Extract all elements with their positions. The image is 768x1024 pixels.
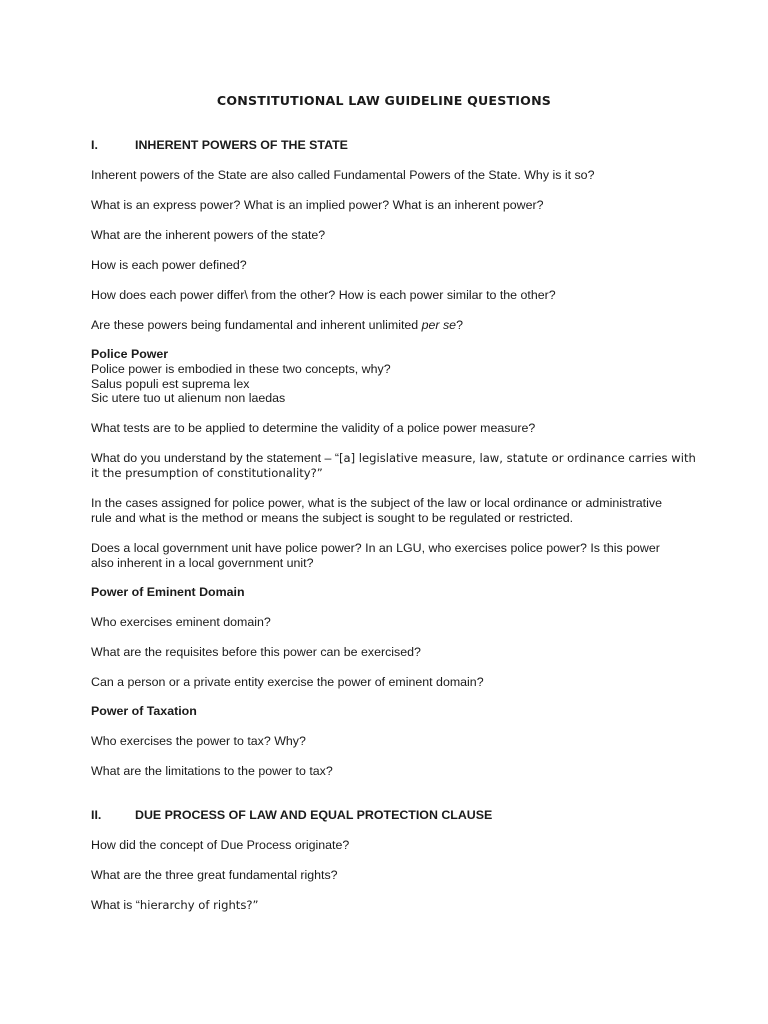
question-lgu-line-2: also inherent in a local government unit? xyxy=(91,556,314,570)
section-1-number: I. xyxy=(91,138,98,152)
question-tax-limitations: What are the limitations to the power to tax? xyxy=(91,764,333,778)
taxation-heading: Power of Taxation xyxy=(91,704,197,718)
per-se-italic: per se xyxy=(421,318,457,332)
question-mark: ? xyxy=(456,318,463,332)
question-presumption-quote-1: [a] legislative measure, law, statute or ordinance carries with xyxy=(338,451,696,465)
question-cases-line-2: rule and what is the method or means the subject is sought to be regulated or restricted. xyxy=(91,511,574,525)
police-power-maxim-2: Sic utere tuo ut alienum non laedas xyxy=(91,391,286,405)
question-inherent-powers-list: What are the inherent powers of the state? xyxy=(91,228,326,242)
question-eminent-private: Can a person or a private entity exercise the power of eminent domain? xyxy=(91,675,484,689)
section-2-heading xyxy=(91,808,492,823)
question-due-process-origin: How did the concept of Due Process originate? xyxy=(91,838,350,852)
question-eminent-requisites: What are the requisites before this power can be exercised? xyxy=(91,645,421,659)
question-unlimited-per-se xyxy=(91,318,463,333)
question-police-tests: What tests are to be applied to determine the validity of a police power measure? xyxy=(91,421,536,435)
question-presumption-line-1 xyxy=(91,451,696,466)
section-2-title: DUE PROCESS OF LAW AND EQUAL PROTECTION CLAUSE xyxy=(135,808,493,822)
question-express-implied-inherent: What is an express power? What is an implied power? What is an inherent power? xyxy=(91,198,544,212)
question-cases-line-1: In the cases assigned for police power, what is the subject of the law or local ordinance or administrative xyxy=(91,496,662,510)
section-1-title: INHERENT POWERS OF THE STATE xyxy=(135,138,348,152)
question-fundamental-powers: Inherent powers of the State are also called Fundamental Powers of the State. Why is it so? xyxy=(91,168,595,182)
question-power-defined: How is each power defined? xyxy=(91,258,247,272)
question-presumption-start: What do you understand by the statement – “ xyxy=(91,451,339,465)
question-eminent-who: Who exercises eminent domain? xyxy=(91,615,271,629)
section-2-number: II. xyxy=(91,808,102,822)
question-lgu-line-1: Does a local government unit have police power? In an LGU, who exercises police power? Is this power xyxy=(91,541,660,555)
section-1-heading xyxy=(91,138,348,153)
question-fundamental-rights: What are the three great fundamental rights? xyxy=(91,868,338,882)
police-power-concepts: Police power is embodied in these two concepts, why? xyxy=(91,362,391,376)
question-power-differ: How does each power differ\ from the other? How is each power similar to the other? xyxy=(91,288,556,302)
police-power-heading: Police Power xyxy=(91,347,169,361)
question-hierarchy-quote: hierarchy of rights?” xyxy=(139,898,259,912)
question-hierarchy-of-rights xyxy=(91,898,259,913)
question-tax-who: Who exercises the power to tax? Why? xyxy=(91,734,306,748)
question-presumption-line-2: it the presumption of constitutionality?” xyxy=(91,466,323,480)
police-power-maxim-1: Salus populi est suprema lex xyxy=(91,377,250,391)
eminent-domain-heading: Power of Eminent Domain xyxy=(91,585,245,599)
question-hierarchy-start: What is “ xyxy=(91,898,140,912)
page-title: CONSTITUTIONAL LAW GUIDELINE QUESTIONS xyxy=(216,93,552,108)
question-unlimited-text: Are these powers being fundamental and inherent unlimited xyxy=(91,318,422,332)
